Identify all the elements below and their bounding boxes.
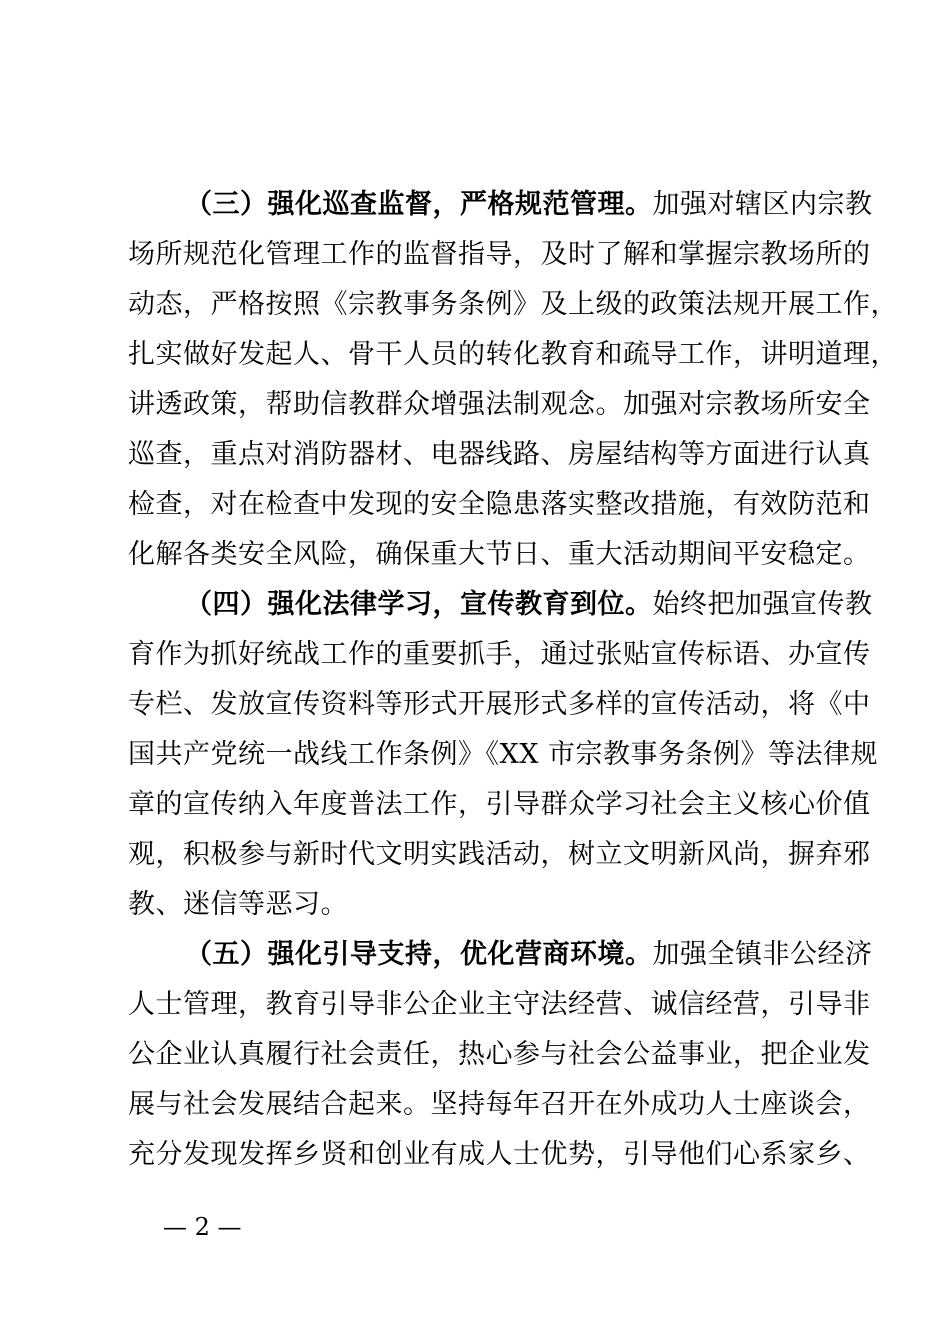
section-heading: （三）强化巡查监督，严格规范管理。 (185, 189, 653, 220)
body-text: 加强全镇非公经济 (652, 939, 873, 970)
paragraph-line: 化解各类安全风险，确保重大节日、重大活动期间平安稳定。 (128, 539, 871, 570)
section-heading: （四）强化法律学习，宣传教育到位。 (185, 589, 653, 620)
paragraph-line: 充分发现发挥乡贤和创业有成人士优势，引导他们心系家乡、 (128, 1139, 871, 1170)
paragraph-line: 育作为抓好统战工作的重要抓手，通过张贴宣传标语、办宣传 (128, 639, 871, 670)
paragraph-line: 讲透政策，帮助信教群众增强法制观念。加强对宗教场所安全 (128, 389, 871, 420)
body-text: 加强对辖区内宗教 (652, 189, 873, 220)
paragraph-line: 教、迷信等恶习。 (128, 889, 348, 920)
paragraph-line: 专栏、发放宣传资料等形式开展形式多样的宣传活动，将《中 (128, 689, 871, 720)
paragraph-line: 动态，严格按照《宗教事务条例》及上级的政策法规开展工作， (128, 289, 898, 320)
body-text: 始终把加强宣传教 (652, 589, 873, 620)
paragraph-line: 检查，对在检查中发现的安全隐患落实整改措施，有效防范和 (128, 489, 871, 520)
paragraph-line: 展与社会发展结合起来。坚持每年召开在外成功人士座谈会， (128, 1089, 871, 1120)
paragraph-line: 公企业认真履行社会责任，热心参与社会公益事业，把企业发 (128, 1039, 871, 1070)
paragraph-line: 观，积极参与新时代文明实践活动，树立文明新风尚，摒弃邪 (128, 839, 871, 870)
paragraph-line: 场所规范化管理工作的监督指导，及时了解和掌握宗教场所的 (128, 239, 871, 270)
paragraph-line: 扎实做好发起人、骨干人员的转化教育和疏导工作，讲明道理， (128, 339, 898, 370)
paragraph-line: 章的宣传纳入年度普法工作，引导群众学习社会主义核心价值 (128, 789, 871, 820)
paragraph-line (185, 938, 873, 972)
section-heading: （五）强化引导支持，优化营商环境。 (185, 939, 653, 970)
paragraph-line: 巡查，重点对消防器材、电器线路、房屋结构等方面进行认真 (128, 439, 871, 470)
page-number: — 2 — (163, 1213, 242, 1241)
paragraph-line: 国共产党统一战线工作条例》《XX 市宗教事务条例》等法律规 (128, 739, 879, 770)
paragraph-line (185, 588, 873, 622)
paragraph-line: 人士管理，教育引导非公企业主守法经营、诚信经营，引导非 (128, 989, 871, 1020)
paragraph-line (185, 188, 873, 222)
